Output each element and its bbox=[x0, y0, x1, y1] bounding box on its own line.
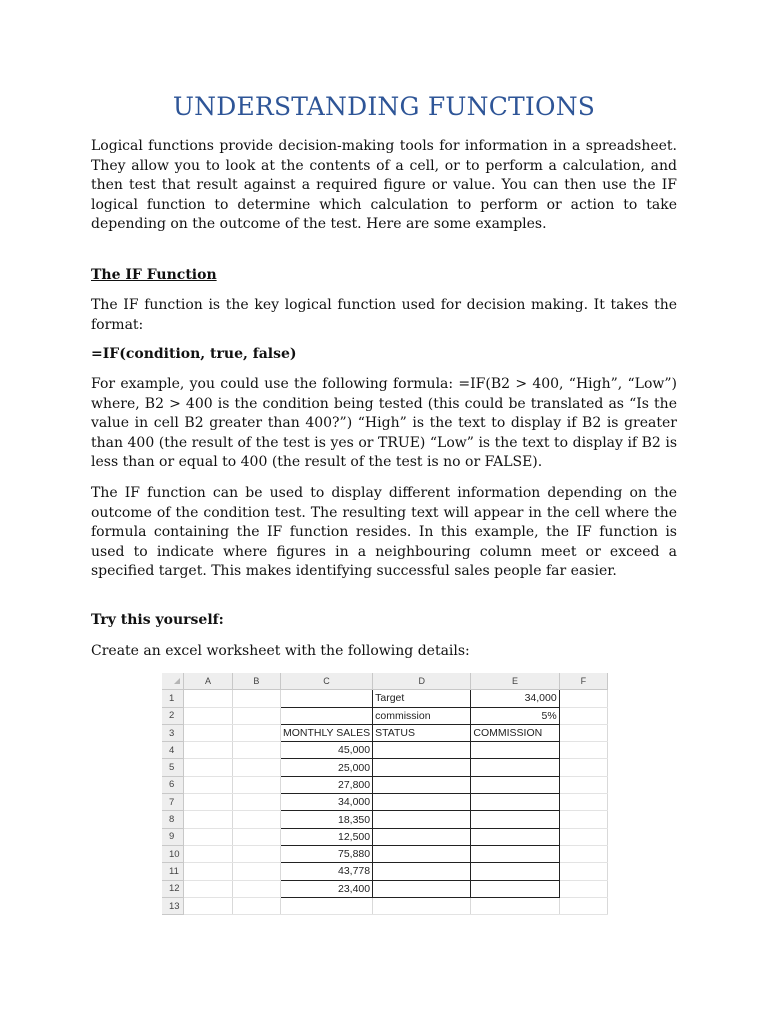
cell-e[interactable]: 34,000 bbox=[471, 690, 559, 707]
row-header[interactable]: 11 bbox=[162, 863, 184, 880]
example-paragraph: For example, you could use the following formula: =IF(B2 > 400, “High”, “Low”) where, B2 > 400 is the condition being tested (this could be translated as “Is the value in cell B2 greater than 400?”) “High” is the text to display if B2 is greater than 400 (the result of the test is yes or TRUE) “Low” is the text to display if B2 is less than or equal to 400 (the result of the test is no or FALSE). bbox=[91, 376, 677, 471]
table-row bbox=[162, 690, 608, 707]
table-row bbox=[162, 759, 608, 776]
cell-e[interactable] bbox=[471, 742, 559, 759]
cell-b[interactable] bbox=[232, 759, 280, 776]
column-header-a[interactable]: A bbox=[184, 673, 232, 690]
cell-c[interactable] bbox=[280, 897, 372, 914]
cell-a[interactable] bbox=[184, 707, 232, 724]
cell-a[interactable] bbox=[184, 828, 232, 845]
cell-a[interactable] bbox=[184, 690, 232, 707]
table-row bbox=[162, 811, 608, 828]
row-header[interactable]: 10 bbox=[162, 845, 184, 862]
cell-c[interactable] bbox=[280, 707, 372, 724]
if-syntax: =IF(condition, true, false) bbox=[91, 346, 297, 362]
cell-f[interactable] bbox=[559, 863, 607, 880]
cell-e[interactable]: COMMISSION bbox=[471, 724, 559, 741]
cell-f[interactable] bbox=[559, 828, 607, 845]
row-header[interactable]: 3 bbox=[162, 724, 184, 741]
row-header[interactable]: 2 bbox=[162, 707, 184, 724]
cell-c[interactable]: 18,350 bbox=[280, 811, 372, 828]
cell-c[interactable]: 34,000 bbox=[280, 794, 372, 811]
cell-a[interactable] bbox=[184, 794, 232, 811]
cell-c[interactable]: 12,500 bbox=[280, 828, 372, 845]
cell-c[interactable]: MONTHLY SALES bbox=[280, 724, 372, 741]
table-row bbox=[162, 794, 608, 811]
cell-b[interactable] bbox=[232, 811, 280, 828]
row-header[interactable]: 1 bbox=[162, 690, 184, 707]
column-header-d[interactable]: D bbox=[373, 673, 471, 690]
cell-d[interactable] bbox=[373, 845, 471, 862]
cell-d[interactable]: commission bbox=[373, 707, 471, 724]
cell-d[interactable]: STATUS bbox=[373, 724, 471, 741]
cell-c[interactable] bbox=[280, 690, 372, 707]
row-header[interactable]: 6 bbox=[162, 776, 184, 793]
row-header[interactable]: 12 bbox=[162, 880, 184, 897]
cell-b[interactable] bbox=[232, 707, 280, 724]
cell-c[interactable]: 75,880 bbox=[280, 845, 372, 862]
cell-f[interactable] bbox=[559, 811, 607, 828]
cell-b[interactable] bbox=[232, 880, 280, 897]
cell-f[interactable] bbox=[559, 897, 607, 914]
cell-a[interactable] bbox=[184, 897, 232, 914]
cell-e[interactable] bbox=[471, 897, 559, 914]
table-row bbox=[162, 707, 608, 724]
spreadsheet bbox=[162, 673, 608, 912]
cell-d[interactable] bbox=[373, 897, 471, 914]
cell-a[interactable] bbox=[184, 811, 232, 828]
cell-e[interactable] bbox=[471, 880, 559, 897]
row-header[interactable]: 13 bbox=[162, 897, 184, 914]
cell-a[interactable] bbox=[184, 845, 232, 862]
spreadsheet-grid bbox=[162, 673, 608, 915]
cell-a[interactable] bbox=[184, 880, 232, 897]
cell-b[interactable] bbox=[232, 794, 280, 811]
cell-e[interactable] bbox=[471, 794, 559, 811]
cell-d[interactable] bbox=[373, 759, 471, 776]
page-title: UNDERSTANDING FUNCTIONS bbox=[172, 92, 596, 121]
row-header[interactable]: 8 bbox=[162, 811, 184, 828]
cell-a[interactable] bbox=[184, 863, 232, 880]
cell-b[interactable] bbox=[232, 828, 280, 845]
cell-f[interactable] bbox=[559, 742, 607, 759]
intro-paragraph: Logical functions provide decision-making tools for information in a spreadsheet. They allow you to look at the contents of a cell, or to perform a calculation, and then test that result against a required figure or value. You can then use the IF logical function to determine which calculation to perform or action to take depending on the outcome of the test. Here are some examples. bbox=[91, 138, 677, 233]
cell-d[interactable] bbox=[373, 776, 471, 793]
cell-a[interactable] bbox=[184, 776, 232, 793]
column-header-c[interactable]: C bbox=[280, 673, 372, 690]
row-header[interactable]: 9 bbox=[162, 828, 184, 845]
cell-f[interactable] bbox=[559, 707, 607, 724]
cell-b[interactable] bbox=[232, 724, 280, 741]
column-header-b[interactable]: B bbox=[232, 673, 280, 690]
cell-e[interactable]: 5% bbox=[471, 707, 559, 724]
try-heading: Try this yourself: bbox=[91, 612, 224, 628]
cell-f[interactable] bbox=[559, 759, 607, 776]
cell-a[interactable] bbox=[184, 742, 232, 759]
cell-e[interactable] bbox=[471, 863, 559, 880]
cell-d[interactable] bbox=[373, 828, 471, 845]
cell-c[interactable]: 27,800 bbox=[280, 776, 372, 793]
cell-f[interactable] bbox=[559, 690, 607, 707]
column-header-f[interactable]: F bbox=[559, 673, 607, 690]
cell-d[interactable] bbox=[373, 863, 471, 880]
cell-e[interactable] bbox=[471, 776, 559, 793]
cell-c[interactable]: 43,778 bbox=[280, 863, 372, 880]
table-row bbox=[162, 776, 608, 793]
cell-e[interactable] bbox=[471, 759, 559, 776]
row-header[interactable]: 7 bbox=[162, 794, 184, 811]
if-function-heading: The IF Function bbox=[91, 267, 217, 283]
row-header[interactable]: 5 bbox=[162, 759, 184, 776]
table-row bbox=[162, 742, 608, 759]
cell-c[interactable]: 45,000 bbox=[280, 742, 372, 759]
cell-a[interactable] bbox=[184, 724, 232, 741]
cell-b[interactable] bbox=[232, 690, 280, 707]
cell-c[interactable]: 25,000 bbox=[280, 759, 372, 776]
row-header[interactable]: 4 bbox=[162, 742, 184, 759]
cell-e[interactable] bbox=[471, 811, 559, 828]
table-row bbox=[162, 897, 608, 914]
cell-b[interactable] bbox=[232, 845, 280, 862]
cell-a[interactable] bbox=[184, 759, 232, 776]
cell-f[interactable] bbox=[559, 880, 607, 897]
cell-b[interactable] bbox=[232, 897, 280, 914]
cell-d[interactable]: Target bbox=[373, 690, 471, 707]
cell-b[interactable] bbox=[232, 742, 280, 759]
cell-f[interactable] bbox=[559, 845, 607, 862]
cell-b[interactable] bbox=[232, 776, 280, 793]
table-row bbox=[162, 724, 608, 741]
column-header-row bbox=[162, 673, 608, 690]
select-all-corner[interactable] bbox=[162, 673, 184, 690]
usage-paragraph: The IF function can be used to display different information depending on the outcome of the condition test. The resulting text will appear in the cell where the formula containing the IF function resides. In this example, the IF function is used to indicate where figures in a neighbouring column meet or exceed a specified target. This makes identifying successful sales people far easier. bbox=[91, 485, 677, 580]
table-row bbox=[162, 863, 608, 880]
table-row bbox=[162, 828, 608, 845]
table-row bbox=[162, 880, 608, 897]
cell-e[interactable] bbox=[471, 828, 559, 845]
cell-c[interactable]: 23,400 bbox=[280, 880, 372, 897]
cell-d[interactable] bbox=[373, 794, 471, 811]
cell-f[interactable] bbox=[559, 794, 607, 811]
if-description-paragraph: The IF function is the key logical function used for decision making. It takes the format: bbox=[91, 297, 677, 333]
cell-f[interactable] bbox=[559, 724, 607, 741]
cell-b[interactable] bbox=[232, 863, 280, 880]
cell-f[interactable] bbox=[559, 776, 607, 793]
cell-d[interactable] bbox=[373, 880, 471, 897]
column-header-e[interactable]: E bbox=[471, 673, 559, 690]
table-row bbox=[162, 845, 608, 862]
cell-d[interactable] bbox=[373, 811, 471, 828]
create-instruction: Create an excel worksheet with the following details: bbox=[91, 643, 470, 659]
cell-d[interactable] bbox=[373, 742, 471, 759]
cell-e[interactable] bbox=[471, 845, 559, 862]
